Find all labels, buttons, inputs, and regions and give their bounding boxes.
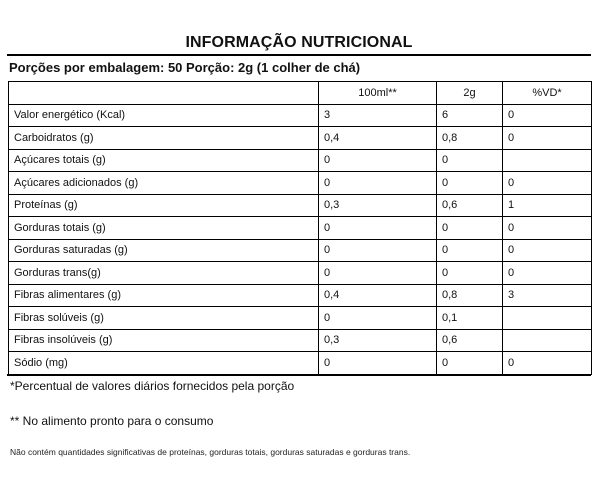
table-row [9, 104, 592, 127]
footnote-ready-to-eat: ** No alimento pronto para o consumo [10, 414, 214, 428]
table-row [9, 149, 592, 172]
value-per-100ml: 0 [319, 352, 437, 375]
nutrient-name: Fibras solúveis (g) [9, 307, 319, 330]
value-per-100ml: 0 [319, 262, 437, 285]
table-row [9, 262, 592, 285]
table-row [9, 127, 592, 150]
disclaimer-text: Não contém quantidades significativas de proteínas, gorduras totais, gorduras saturadas e gorduras trans. [10, 447, 411, 457]
nutrient-name: Proteínas (g) [9, 194, 319, 217]
table-row [9, 194, 592, 217]
daily-value-percent: 3 [503, 284, 592, 307]
table-row [9, 217, 592, 240]
daily-value-percent [503, 149, 592, 172]
daily-value-percent: 1 [503, 194, 592, 217]
value-per-portion: 6 [437, 104, 503, 127]
nutrient-name: Fibras insolúveis (g) [9, 329, 319, 352]
value-per-100ml: 3 [319, 104, 437, 127]
value-per-100ml: 0,4 [319, 284, 437, 307]
nutrient-name: Gorduras trans(g) [9, 262, 319, 285]
table-row [9, 284, 592, 307]
value-per-100ml: 0 [319, 149, 437, 172]
value-per-portion: 0,6 [437, 194, 503, 217]
value-per-100ml: 0 [319, 217, 437, 240]
daily-value-percent: 0 [503, 217, 592, 240]
value-per-portion: 0,8 [437, 127, 503, 150]
value-per-100ml: 0 [319, 307, 437, 330]
daily-value-percent [503, 329, 592, 352]
bottom-rule [7, 374, 591, 376]
table-row [9, 239, 592, 262]
value-per-portion: 0 [437, 262, 503, 285]
label-title: INFORMAÇÃO NUTRICIONAL [185, 34, 413, 51]
value-per-portion: 0 [437, 352, 503, 375]
value-per-portion: 0 [437, 217, 503, 240]
table-body [9, 104, 592, 374]
table-row [9, 172, 592, 195]
nutrition-table [8, 81, 592, 375]
table-row [9, 329, 592, 352]
daily-value-percent [503, 307, 592, 330]
value-per-portion: 0,6 [437, 329, 503, 352]
header-nutrient [9, 82, 319, 105]
value-per-100ml: 0 [319, 239, 437, 262]
header-per-portion: 2g [437, 82, 503, 105]
top-rule [7, 54, 591, 56]
daily-value-percent: 0 [503, 104, 592, 127]
header-per-100ml: 100ml** [319, 82, 437, 105]
daily-value-percent: 0 [503, 172, 592, 195]
nutrient-name: Gorduras saturadas (g) [9, 239, 319, 262]
nutrient-name: Fibras alimentares (g) [9, 284, 319, 307]
value-per-100ml: 0,4 [319, 127, 437, 150]
value-per-100ml: 0,3 [319, 329, 437, 352]
daily-value-percent: 0 [503, 127, 592, 150]
value-per-portion: 0 [437, 239, 503, 262]
table-header-row [9, 82, 592, 105]
value-per-portion: 0 [437, 172, 503, 195]
value-per-portion: 0,8 [437, 284, 503, 307]
daily-value-percent: 0 [503, 352, 592, 375]
value-per-portion: 0,1 [437, 307, 503, 330]
nutrient-name: Gorduras totais (g) [9, 217, 319, 240]
serving-info: Porções por embalagem: 50 Porção: 2g (1 colher de chá) [9, 60, 361, 75]
header-daily-value: %VD* [503, 82, 592, 105]
value-per-100ml: 0,3 [319, 194, 437, 217]
value-per-100ml: 0 [319, 172, 437, 195]
value-per-portion: 0 [437, 149, 503, 172]
daily-value-percent: 0 [503, 262, 592, 285]
nutrient-name: Valor energético (Kcal) [9, 104, 319, 127]
nutrient-name: Sódio (mg) [9, 352, 319, 375]
daily-value-percent: 0 [503, 239, 592, 262]
nutrient-name: Carboidratos (g) [9, 127, 319, 150]
footnote-daily-value: *Percentual de valores diários fornecidos pela porção [10, 379, 295, 393]
nutrient-name: Açúcares totais (g) [9, 149, 319, 172]
nutrient-name: Açúcares adicionados (g) [9, 172, 319, 195]
table-row [9, 307, 592, 330]
table-row [9, 352, 592, 375]
